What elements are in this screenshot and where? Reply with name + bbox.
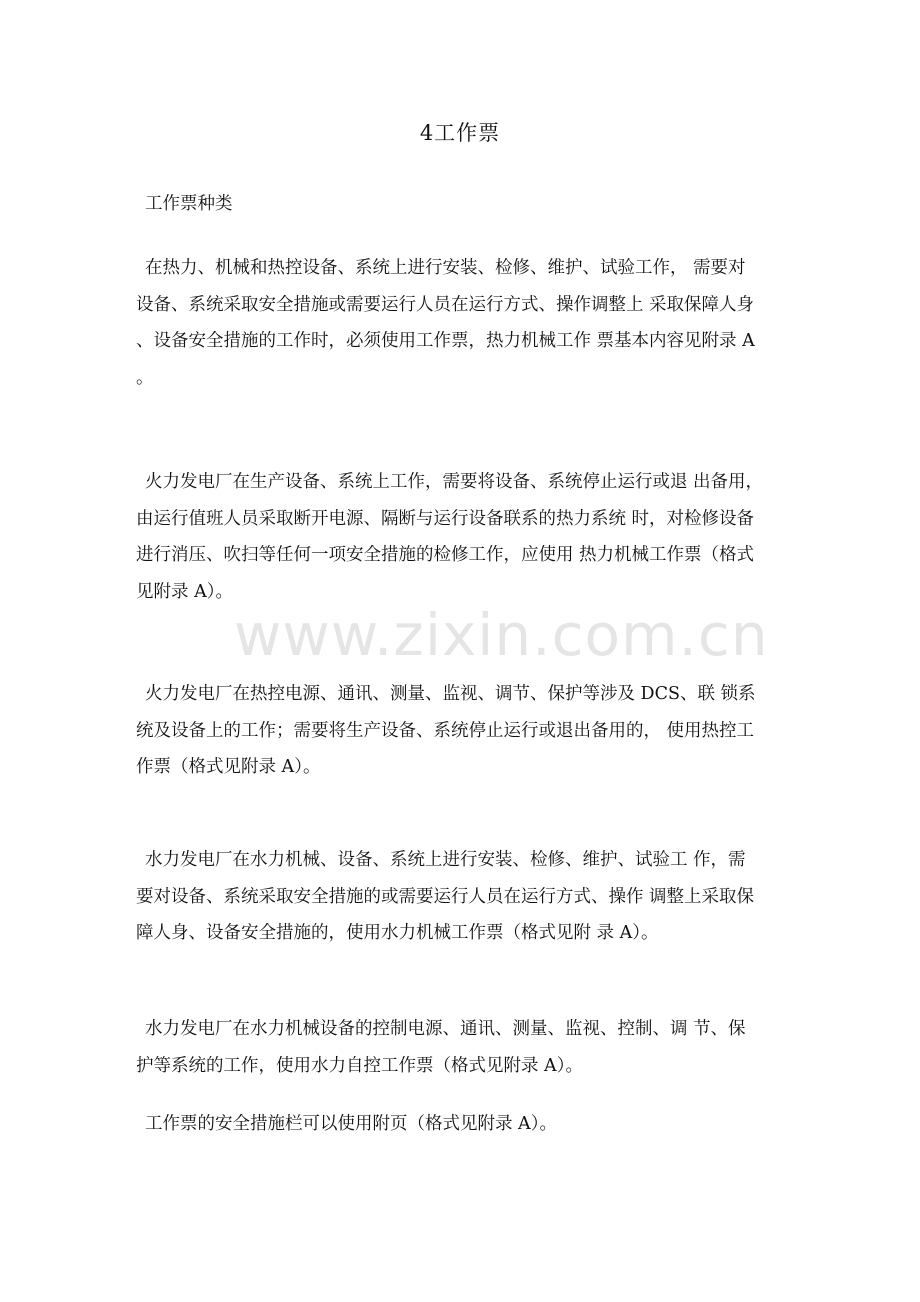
paragraph-line: 作票（格式见附录 A）。 bbox=[136, 757, 321, 777]
watermark-text: www.zixin.com.cn bbox=[234, 601, 769, 669]
paragraph-line: 设备、系统采取安全措施或需要运行人员在运行方式、操作调整上 采取保障人身 bbox=[136, 294, 755, 315]
paragraph-line: 见附录 A）。 bbox=[136, 581, 233, 602]
paragraph-line: 。 bbox=[136, 367, 154, 388]
paragraph-line: 火力发电厂在热控电源、通讯、测量、监视、调节、保护等涉及 DCS、联 锁系 bbox=[145, 684, 756, 704]
paragraph-line: 、设备安全措施的工作时，必须使用工作票，热力机械工作 票基本内容见附录 A bbox=[136, 331, 755, 351]
paragraph-line: 要对设备、系统采取安全措施的或需要运行人员在运行方式、操作 调整上采取保 bbox=[136, 886, 755, 907]
paragraph-2 bbox=[136, 464, 788, 610]
paragraph-6 bbox=[136, 1106, 788, 1143]
paragraph-line: 进行消压、吹扫等任何一项安全措施的检修工作，应使用 热力机械工作票（格式 bbox=[136, 545, 755, 565]
paragraph-3 bbox=[136, 676, 788, 786]
paragraph-1 bbox=[136, 250, 788, 396]
paragraph-line: 统及设备上的工作；需要将生产设备、系统停止运行或退出备用的， 使用热控工 bbox=[136, 720, 755, 741]
paragraph-4 bbox=[136, 842, 788, 952]
paragraph-line: 水力发电厂在水力机械、设备、系统上进行安装、检修、维护、试验工 作，需 bbox=[145, 850, 746, 870]
section-heading-text: 工作票种类 bbox=[145, 194, 233, 214]
paragraph-line: 护等系统的工作，使用水力自控工作票（格式见附录 A）。 bbox=[136, 1055, 583, 1076]
paragraph-line: 火力发电厂在生产设备、系统上工作，需要将设备、系统停止运行或退 出备用， bbox=[145, 472, 764, 492]
paragraph-line: 由运行值班人员采取断开电源、隔断与运行设备联系的热力系统 时，对检修设备 bbox=[136, 508, 755, 529]
paragraph-line: 水力发电厂在水力机械设备的控制电源、通讯、测量、监视、控制、调 节、保 bbox=[145, 1019, 746, 1039]
page-title: 4工作票 bbox=[419, 121, 501, 145]
paragraph-line: 障人身、设备安全措施的，使用水力机械工作票（格式见附 录 A）。 bbox=[136, 923, 659, 943]
section-heading bbox=[136, 186, 788, 223]
paragraph-line: 在热力、机械和热控设备、系统上进行安装、检修、维护、试验工作， 需要对 bbox=[145, 258, 746, 278]
paragraph-line: 工作票的安全措施栏可以使用附页（格式见附录 A）。 bbox=[145, 1114, 557, 1134]
paragraph-5 bbox=[136, 1011, 788, 1084]
